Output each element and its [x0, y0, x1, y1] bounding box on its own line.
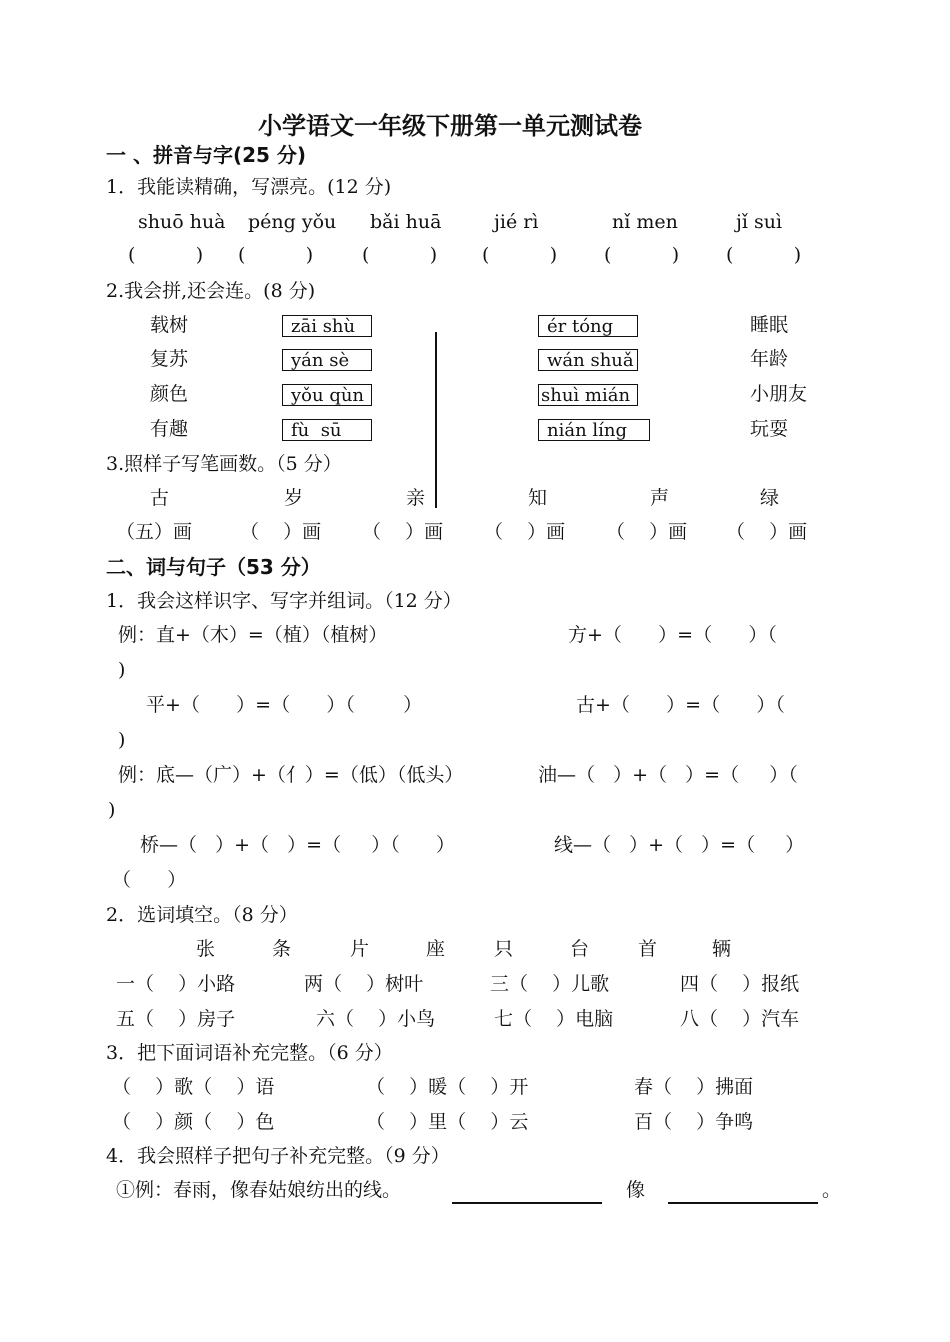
idiom-item[interactable]: 百（ ）争鸣	[634, 1111, 754, 1133]
page-title: 小学语文一年级下册第一单元测试卷	[258, 112, 642, 140]
pinyin-item: shuō huà	[138, 211, 226, 233]
match-word: 复苏	[150, 348, 189, 370]
choice-word: 片	[350, 938, 370, 960]
exercise-line[interactable]: 平+（ ）=（ ）（ ）	[146, 694, 423, 716]
question-label: 1．我会这样识字、写字并组词。（12 分）	[106, 590, 462, 612]
idiom-item[interactable]: （ ）颜（ ）色	[112, 1111, 275, 1133]
exercise-line: )	[118, 659, 126, 681]
choice-word: 台	[570, 938, 590, 960]
match-word: 有趣	[150, 418, 189, 440]
match-word: 载树	[150, 314, 189, 336]
exercise-line: )	[118, 729, 126, 751]
exercise-line[interactable]: 桥—（ ）+（ ）=（ ）（ ）	[140, 834, 456, 856]
choice-word: 座	[426, 938, 446, 960]
pinyin-item: bǎi huā	[370, 211, 442, 233]
section-heading: 二、词与句子（53 分）	[106, 555, 321, 579]
pinyin-box[interactable]: wán shuǎ	[538, 349, 638, 371]
answer-underline[interactable]	[668, 1202, 818, 1204]
question-label: 4．我会照样子把句子补充完整。（9 分）	[106, 1145, 450, 1167]
stroke-answer[interactable]: （ ）画	[240, 521, 322, 543]
pinyin-box[interactable]: zāi shù	[282, 315, 372, 337]
like-word: 像	[626, 1179, 646, 1201]
stroke-answer[interactable]: （ ）画	[484, 521, 566, 543]
pinyin-box[interactable]: nián líng	[538, 419, 650, 441]
match-word: 小朋友	[750, 383, 808, 405]
stroke-answer[interactable]: （ ）画	[726, 521, 808, 543]
stroke-char: 岁	[284, 487, 304, 509]
idiom-item[interactable]: （ ）暖（ ）开	[366, 1076, 529, 1098]
question-label: 3．把下面词语补充完整。（6 分）	[106, 1042, 393, 1064]
pinyin-box[interactable]: yán sè	[282, 349, 372, 371]
choice-word: 只	[494, 938, 514, 960]
pinyin-item: jié rì	[494, 211, 539, 233]
pinyin-box[interactable]: shuì mián	[538, 384, 638, 406]
pinyin-box[interactable]: yǒu qùn	[282, 384, 372, 406]
answer-blank[interactable]: ( )	[482, 244, 558, 266]
fill-item[interactable]: 四（ ）报纸	[680, 973, 800, 995]
divider-line	[435, 332, 437, 508]
pinyin-box[interactable]: fù sū	[282, 419, 372, 441]
section-heading: 一 、拼音与字(25 分)	[106, 143, 307, 167]
exercise-line: 例：直+（木）=（植）（植树）	[118, 624, 388, 646]
answer-blank[interactable]: ( )	[238, 244, 314, 266]
match-word: 睡眠	[750, 314, 789, 336]
fill-item[interactable]: 三（ ）儿歌	[490, 973, 610, 995]
choice-word: 条	[272, 938, 292, 960]
question-label: 2.我会拼,还会连。(8 分)	[106, 280, 316, 302]
fill-item[interactable]: 两（ ）树叶	[304, 973, 424, 995]
exercise-line[interactable]: 古+（ ）=（ ）（	[576, 694, 785, 716]
stroke-char: 古	[150, 487, 170, 509]
pinyin-box[interactable]: ér tóng	[538, 315, 638, 337]
choice-word: 张	[196, 938, 216, 960]
answer-underline[interactable]	[452, 1202, 602, 1204]
pinyin-item: péng yǒu	[248, 211, 337, 233]
stroke-char: 声	[650, 487, 670, 509]
example-sentence: ①例：春雨，像春姑娘纺出的线。	[116, 1179, 402, 1201]
stroke-char: 知	[528, 487, 548, 509]
stroke-answer[interactable]: （五）画	[116, 521, 193, 543]
pinyin-item: nǐ men	[612, 211, 678, 233]
exercise-line: 例：底—（广）+（亻）=（低）（低头）	[118, 764, 464, 786]
sentence-period: 。	[822, 1179, 842, 1201]
idiom-item[interactable]: （ ）里（ ）云	[366, 1111, 529, 1133]
exercise-line[interactable]: 线—（ ）+（ ）=（ ）	[554, 834, 805, 856]
question-label: 1．我能读精确，写漂亮。(12 分)	[106, 176, 392, 198]
answer-blank[interactable]: ( )	[726, 244, 802, 266]
match-word: 玩耍	[750, 418, 789, 440]
question-label: 2．选词填空。（8 分）	[106, 904, 298, 926]
stroke-answer[interactable]: （ ）画	[362, 521, 444, 543]
answer-blank[interactable]: ( )	[362, 244, 438, 266]
fill-item[interactable]: 一（ ）小路	[116, 973, 236, 995]
pinyin-item: jǐ suì	[736, 211, 783, 233]
fill-item[interactable]: 八（ ）汽车	[680, 1008, 800, 1030]
fill-item[interactable]: 五（ ）房子	[116, 1008, 236, 1030]
exercise-line[interactable]: 油—（ ）+（ ）=（ ）（	[538, 764, 798, 786]
exercise-line[interactable]: （ ）	[112, 869, 187, 891]
stroke-char: 绿	[760, 487, 780, 509]
exercise-line: )	[108, 799, 116, 821]
choice-word: 首	[638, 938, 658, 960]
idiom-item[interactable]: （ ）歌（ ）语	[112, 1076, 275, 1098]
match-word: 颜色	[150, 383, 189, 405]
answer-blank[interactable]: ( )	[604, 244, 680, 266]
stroke-char: 亲	[406, 487, 426, 509]
answer-blank[interactable]: ( )	[128, 244, 204, 266]
fill-item[interactable]: 七（ ）电脑	[494, 1008, 614, 1030]
question-label: 3.照样子写笔画数。（5 分）	[106, 453, 342, 475]
stroke-answer[interactable]: （ ）画	[606, 521, 688, 543]
choice-word: 辆	[712, 938, 732, 960]
match-word: 年龄	[750, 348, 789, 370]
fill-item[interactable]: 六（ ）小鸟	[316, 1008, 436, 1030]
idiom-item[interactable]: 春（ ）拂面	[634, 1076, 754, 1098]
exercise-line[interactable]: 方+（ ）=（ ）（	[568, 624, 777, 646]
